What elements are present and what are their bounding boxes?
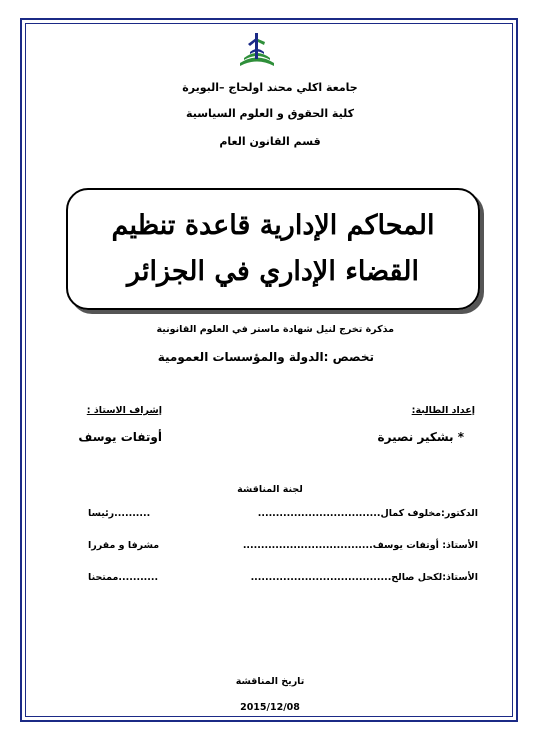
- university-name: جامعة اكلي محند اولحاج –البويرة: [182, 81, 358, 94]
- specialty: تخصص :الدولة والمؤسسات العمومية: [157, 350, 374, 364]
- committee-member-role: مشرفا و مقررا: [88, 540, 160, 551]
- supervisor-name: أوتفات يوسف: [78, 430, 162, 444]
- thesis-title: المحاكم الإدارية قاعدة تنظيم القضاء الإداري في الجزائر: [111, 210, 435, 287]
- university-logo-icon: [236, 30, 278, 70]
- committee-member-name: الأستاذ:لكحل صالح.......................................: [250, 572, 478, 583]
- memo-description: مذكرة تخرج لنيل شهادة ماستر في العلوم القانونية: [156, 324, 394, 335]
- committee-title: لجنة المناقشة: [237, 484, 303, 495]
- student-name: * بشكير نصيرة: [377, 430, 464, 444]
- committee-member-role: ...........ممتحنا: [88, 572, 159, 583]
- supervisor-label: إشراف الاستاذ :: [86, 405, 162, 416]
- committee-member-name: الأستاذ: أوتفات يوسف....................................: [242, 540, 478, 551]
- faculty-name: كلية الحقوق و العلوم السياسية: [186, 107, 354, 120]
- committee-member-name: الدكتور:مخلوف كمال..................................: [257, 508, 478, 519]
- defense-date: 2015/12/08: [240, 702, 300, 713]
- department-name: قسم القانون العام: [219, 135, 321, 148]
- committee-member-role: ..........رئيسا: [88, 508, 151, 519]
- defense-date-label: تاريخ المناقشة: [235, 676, 305, 687]
- student-label: إعداد الطالبة:: [411, 405, 475, 416]
- thesis-title-box: [66, 188, 480, 310]
- page-border-inner: [25, 23, 513, 717]
